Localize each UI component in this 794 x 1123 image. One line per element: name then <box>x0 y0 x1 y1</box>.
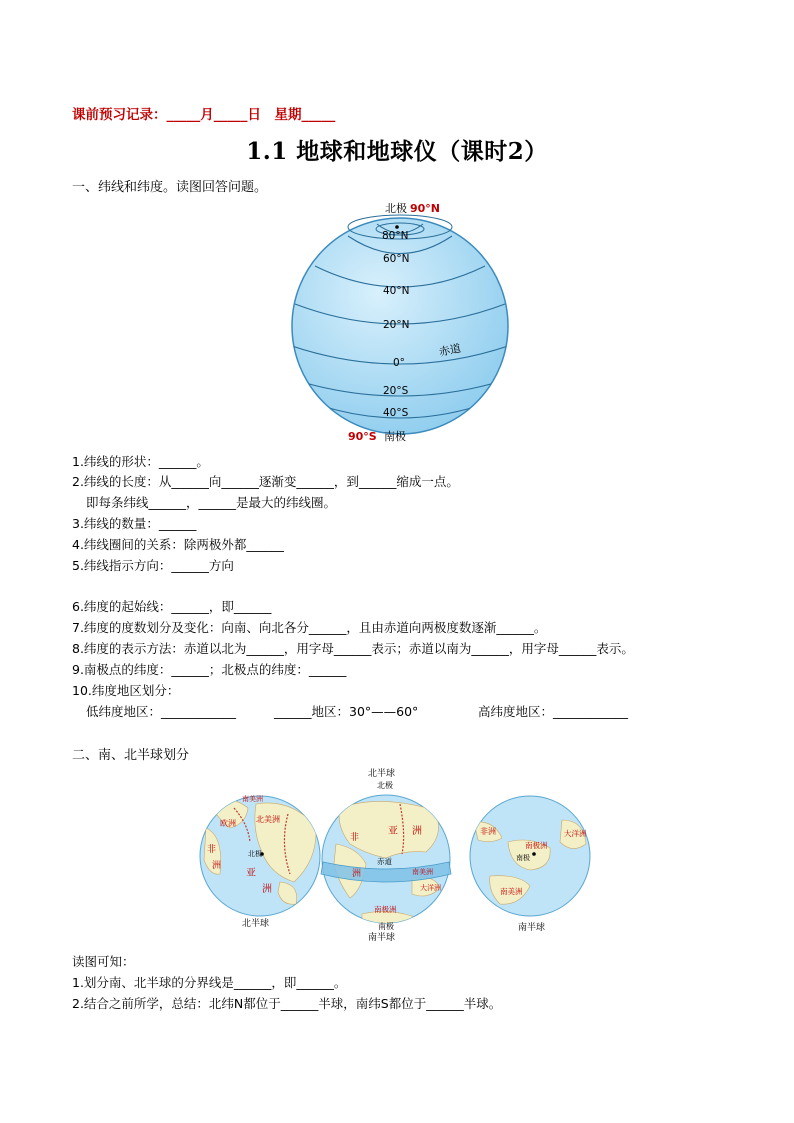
globe3-label-oceania: 大洋洲 <box>564 829 587 838</box>
globe3-label-africa: 非洲 <box>480 827 496 836</box>
globe3-label-south-pole: 南极 <box>516 854 530 862</box>
globe2-label-asia-1: 亚 <box>388 826 398 837</box>
equatorial-globe <box>321 767 451 942</box>
question-8: 8.纬度的表示方法：赤道以北为______，用字母______表示；赤道以南为______，用字母______表示。 <box>72 641 634 656</box>
globe3-label-antarctica: 南极洲 <box>525 841 548 850</box>
southern-hemisphere-globe <box>470 796 590 933</box>
globe2-bottom-caption: 南半球 <box>368 933 396 942</box>
globe2-bottom-label: 南极 <box>378 922 394 931</box>
question-3: 3.纬线的数量：______ <box>72 516 197 531</box>
globe1-label-north-america: 北美洲 <box>256 815 280 824</box>
globe1-label-asia-2: 洲 <box>262 884 272 895</box>
hemisphere-question-1: 1.划分南、北半球的分界线是______，即______。 <box>72 975 347 990</box>
latitude-label-20s: 20°S <box>383 385 409 397</box>
hemisphere-question-2: 2.结合之前所学，总结：北纬N都位于______半球，南纬S都位于______半球。 <box>72 996 502 1011</box>
south-pole-label: 南极 <box>384 430 406 443</box>
latitude-label-40n: 40°N <box>383 285 410 297</box>
equator-label: 赤道 <box>437 341 463 359</box>
region-low-latitude: 低纬度地区：____________ <box>86 704 237 719</box>
region-high-latitude: 高纬度地区：____________ <box>478 704 629 719</box>
globe2-label-south-america: 南美洲 <box>412 868 433 876</box>
globe2-label-asia-2: 洲 <box>412 826 422 837</box>
question-4: 4.纬线圈间的关系：除两极外都______ <box>72 537 284 552</box>
globe1-label-north-pole: 北极 <box>248 850 262 858</box>
globe1-label-south-america: 南美洲 <box>242 795 263 803</box>
globe2-label-equator: 赤道 <box>377 857 392 866</box>
hemisphere-globes-diagram <box>190 764 660 942</box>
question-6: 6.纬度的起始线：______，即______ <box>72 599 272 614</box>
latitude-label-equator: 0° <box>393 357 405 369</box>
globe1-label-africa-2: 洲 <box>212 861 222 871</box>
latitude-label-80n: 80°N <box>382 230 409 242</box>
question-10: 10.纬度地区划分： <box>72 683 180 698</box>
latitude-label-20n: 20°N <box>383 319 410 331</box>
north-pole-dot <box>395 225 399 229</box>
read-figure-heading: 读图可知： <box>72 954 135 969</box>
section2-heading: 二、南、北半球划分 <box>72 748 190 763</box>
south-pole-value: 90°S <box>348 430 377 443</box>
globe2-label-antarctica: 南极洲 <box>374 905 397 914</box>
globe2-label-oceania: 大洋洲 <box>420 884 441 892</box>
latitude-label-60n: 60°N <box>383 253 410 265</box>
globe2-label-africa-1: 非 <box>350 833 360 843</box>
prep-record-header: 课前预习记录：_____月_____日 星期_____ <box>72 107 336 123</box>
page-title: 1.1 地球和地球仪（课时2） <box>246 138 548 165</box>
north-pole-label: 北极 <box>385 202 407 215</box>
section1-heading: 一、纬线和纬度。读图回答问题。 <box>72 180 268 195</box>
region-mid-latitude: ______地区：30°——60° <box>274 704 419 719</box>
globe1-label-europe: 欧洲 <box>220 819 236 828</box>
globe3-label-south-america: 南美洲 <box>500 887 523 896</box>
globe3-caption: 南半球 <box>518 923 546 933</box>
globe1-label-africa-1: 非 <box>207 845 217 855</box>
question-1: 1.纬线的形状：______。 <box>72 454 209 469</box>
globe2-label-africa-2: 洲 <box>352 869 362 879</box>
globe1-label-asia-1: 亚 <box>246 868 256 879</box>
latitude-label-40s: 40°S <box>383 407 409 419</box>
question-9: 9.南极点的纬度：______；北极点的纬度：______ <box>72 662 347 677</box>
globe2-top-caption: 北半球 <box>368 769 396 779</box>
question-2: 2.纬线的长度：从______向______逐渐变______，到______缩成一点。 <box>72 474 459 489</box>
north-pole-value: 90°N <box>410 202 441 215</box>
northern-hemisphere-globe <box>200 794 320 929</box>
question-7: 7.纬度的度数划分及变化：向南、向北各分______，且由赤道向两极度数逐渐______。 <box>72 620 547 635</box>
globe1-caption: 北半球 <box>242 919 270 929</box>
globe2-top-label: 北极 <box>377 781 393 790</box>
question-5: 5.纬线指示方向：______方向 <box>72 558 234 573</box>
question-2-continued: 即每条纬线______，______是最大的纬线圈。 <box>86 495 337 510</box>
latitude-globe-diagram <box>280 196 520 448</box>
